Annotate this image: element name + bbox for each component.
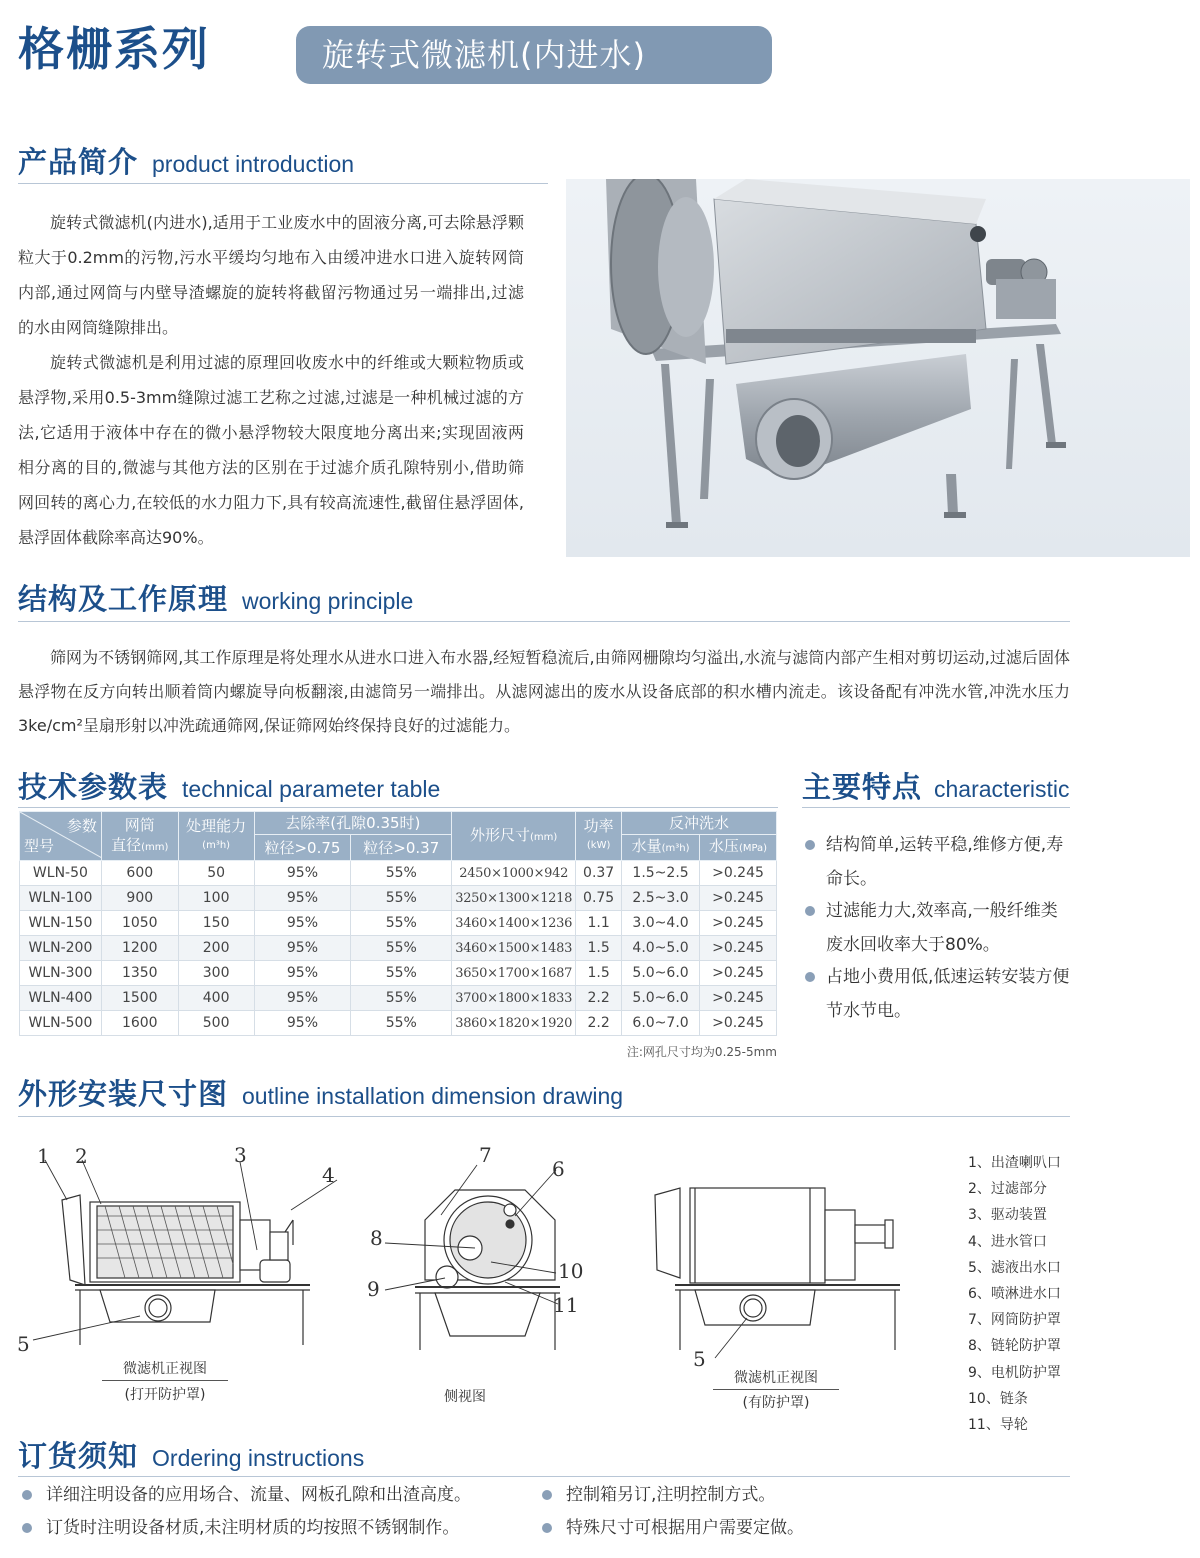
ordering-title-cn: 订货须知 bbox=[18, 1439, 139, 1473]
table-cell: 1500 bbox=[101, 986, 178, 1011]
features-heading bbox=[802, 765, 1070, 806]
header-model: 型号 bbox=[24, 837, 55, 855]
legend-item: 2、过滤部分 bbox=[968, 1181, 1047, 1198]
header-backwash: 反冲洗水 bbox=[622, 812, 777, 835]
legend-item: 10、链条 bbox=[968, 1390, 1028, 1407]
table-cell: >0.245 bbox=[700, 911, 777, 936]
table-cell: 95% bbox=[254, 1011, 351, 1036]
caption-underline bbox=[713, 1389, 839, 1390]
table-cell: >0.245 bbox=[700, 861, 777, 886]
front-view-open bbox=[33, 1160, 337, 1345]
feature-item-1: 结构简单,运转平稳,维修方便,寿命长。 bbox=[826, 828, 1072, 896]
table-cell: 55% bbox=[351, 861, 452, 886]
table-cell: 95% bbox=[254, 886, 351, 911]
feature-item-2: 过滤能力大,效率高,一般纤维类废水回收率大于80%。 bbox=[826, 894, 1072, 962]
table-cell: WLN-150 bbox=[20, 911, 102, 936]
principle-text: 筛网为不锈钢筛网,其工作原理是将处理水从进水口进入布水器,经短暂稳流后,由筛网栅隙均匀溢出,水流与滤筒内部产生相对剪切运动,过滤后固体悬浮物在反方向转出顺着筒内螺旋导向板翻滚,由滤筒另一端排出。从滤网滤出的废水从设备底部的积水槽内流走。该设备配有冲洗水管,冲洗水压力3ke/cm²呈扇形射以冲洗疏通筛网,保证筛网始终保持良好的过滤能力。 bbox=[18, 648, 1070, 735]
principle-title-en: working principle bbox=[242, 588, 414, 614]
params-rule bbox=[18, 807, 778, 808]
table-cell: 55% bbox=[351, 936, 452, 961]
table-row bbox=[20, 886, 777, 911]
table-cell: 3860×1820×1920 bbox=[452, 1011, 576, 1036]
drawing-legend bbox=[968, 1150, 1061, 1438]
callout-2: 2 bbox=[75, 1144, 88, 1168]
legend-item: 11、导轮 bbox=[968, 1417, 1028, 1434]
features-rule bbox=[802, 807, 1070, 808]
legend-item: 7、网筒防护罩 bbox=[968, 1312, 1061, 1329]
bullet-icon bbox=[542, 1490, 552, 1500]
table-cell: 95% bbox=[254, 861, 351, 886]
intro-heading bbox=[18, 140, 354, 181]
table-row bbox=[20, 961, 777, 986]
legend-item: 9、电机防护罩 bbox=[968, 1364, 1061, 1381]
table-cell: WLN-400 bbox=[20, 986, 102, 1011]
features-title-en: characteristic bbox=[934, 776, 1070, 802]
intro-paragraph-1: 旋转式微滤机(内进水),适用于工业废水中的固液分离,可去除悬浮颗粒大于0.2mm的污物,污水平缓均匀地布入由缓冲进水口进入旋转网筒内部,通过网筒与内壁导渣螺旋的旋转将截留污物通过另一端排出,过滤的水由网筒缝隙排出。 bbox=[18, 213, 524, 337]
table-cell: 600 bbox=[101, 861, 178, 886]
caption-front-closed-sub: (有防护罩) bbox=[742, 1395, 810, 1411]
header-size: 外形尺寸(mm) bbox=[452, 812, 576, 861]
table-cell: 5.0~6.0 bbox=[622, 986, 700, 1011]
table-cell: WLN-500 bbox=[20, 1011, 102, 1036]
table-cell: 4.0~5.0 bbox=[622, 936, 700, 961]
table-cell: 95% bbox=[254, 961, 351, 986]
bullet-icon bbox=[542, 1523, 552, 1533]
table-cell: 3460×1500×1483 bbox=[452, 936, 576, 961]
table-cell: WLN-100 bbox=[20, 886, 102, 911]
product-title-pill: 旋转式微滤机(内进水) bbox=[296, 26, 772, 84]
features-title-cn: 主要特点 bbox=[802, 770, 923, 804]
drawing-title-cn: 外形安装尺寸图 bbox=[18, 1077, 229, 1111]
table-cell: 200 bbox=[178, 936, 254, 961]
table-cell: 400 bbox=[178, 986, 254, 1011]
order-item-2: 订货时注明设备材质,未注明材质的均按照不锈钢制作。 bbox=[46, 1511, 526, 1545]
table-cell: 2.5~3.0 bbox=[622, 886, 700, 911]
header-particle-037: 粒径>0.37 bbox=[351, 835, 452, 861]
front-view-covered bbox=[655, 1188, 900, 1358]
intro-title-cn: 产品简介 bbox=[18, 145, 139, 179]
table-cell: 1050 bbox=[101, 911, 178, 936]
bullet-icon bbox=[805, 972, 815, 982]
bullet-icon bbox=[22, 1490, 32, 1500]
table-cell: WLN-200 bbox=[20, 936, 102, 961]
params-title-cn: 技术参数表 bbox=[18, 770, 169, 804]
table-cell: 95% bbox=[254, 936, 351, 961]
table-cell: 1.5 bbox=[576, 961, 622, 986]
ordering-title-en: Ordering instructions bbox=[152, 1445, 365, 1471]
callout-7: 7 bbox=[479, 1143, 492, 1167]
order-item-3: 控制箱另订,注明控制方式。 bbox=[566, 1478, 1046, 1512]
product-photo bbox=[566, 179, 1190, 557]
legend-item: 8、链轮防护罩 bbox=[968, 1338, 1061, 1355]
side-view bbox=[385, 1165, 560, 1350]
table-cell: 3460×1400×1236 bbox=[452, 911, 576, 936]
header-drum: 网筒 直径(mm) bbox=[101, 812, 178, 861]
bullet-icon bbox=[22, 1523, 32, 1533]
table-note: 注:网孔尺寸均为0.25-5mm bbox=[626, 1045, 777, 1059]
table-cell: 900 bbox=[101, 886, 178, 911]
table-cell: 3250×1300×1218 bbox=[452, 886, 576, 911]
table-cell: 0.75 bbox=[576, 886, 622, 911]
table-cell: WLN-50 bbox=[20, 861, 102, 886]
params-title-en: technical parameter table bbox=[182, 776, 441, 802]
table-cell: 1.5~2.5 bbox=[622, 861, 700, 886]
table-cell: 55% bbox=[351, 986, 452, 1011]
callout-5: 5 bbox=[17, 1332, 30, 1356]
table-cell: >0.245 bbox=[700, 936, 777, 961]
table-row bbox=[20, 911, 777, 936]
callout-9: 9 bbox=[367, 1277, 380, 1301]
table-cell: >0.245 bbox=[700, 986, 777, 1011]
table-cell: 95% bbox=[254, 911, 351, 936]
table-cell: 55% bbox=[351, 886, 452, 911]
intro-paragraph-2: 旋转式微滤机是利用过滤的原理回收废水中的纤维或大颗粒物质或悬浮物,采用0.5-3mm缝隙过滤工艺称之过滤,过滤是一种机械过滤的方法,它适用于液体中存在的微小悬浮物较大限度地分离出来;实现固液两相分离的目的,微滤与其他方法的区别在于过滤介质孔隙特别小,借助筛网回转的离心力,在较低的水力阻力下,具有较高流速性,截留住悬浮固体,悬浮固体截除率高达90%。 bbox=[18, 353, 524, 547]
table-row bbox=[20, 861, 777, 886]
caption-underline bbox=[102, 1380, 228, 1381]
table-cell: 2450×1000×942 bbox=[452, 861, 576, 886]
callout-3: 3 bbox=[234, 1143, 247, 1167]
table-row bbox=[20, 1011, 777, 1036]
table-cell: 100 bbox=[178, 886, 254, 911]
intro-rule bbox=[18, 183, 548, 184]
order-item-1: 详细注明设备的应用场合、流量、网板孔隙和出渣高度。 bbox=[46, 1478, 526, 1512]
callout-1: 1 bbox=[37, 1144, 50, 1168]
caption-front-closed: 微滤机正视图 bbox=[734, 1370, 818, 1386]
legend-item: 5、滤液出水口 bbox=[968, 1259, 1061, 1276]
table-cell: 55% bbox=[351, 1011, 452, 1036]
ordering-rule bbox=[18, 1476, 1070, 1477]
table-cell: 1600 bbox=[101, 1011, 178, 1036]
intro-title-en: product introduction bbox=[152, 151, 355, 177]
series-title: 格栅系列 bbox=[18, 22, 210, 76]
legend-item: 6、喷淋进水口 bbox=[968, 1286, 1061, 1303]
callout-10: 10 bbox=[558, 1259, 584, 1283]
table-cell: 6.0~7.0 bbox=[622, 1011, 700, 1036]
order-item-4: 特殊尺寸可根据用户需要定做。 bbox=[566, 1511, 1046, 1545]
table-cell: 50 bbox=[178, 861, 254, 886]
legend-item: 3、驱动装置 bbox=[968, 1207, 1047, 1224]
params-heading bbox=[18, 765, 440, 806]
header-capacity: 处理能力 (m³h) bbox=[178, 812, 254, 861]
feature-item-3: 占地小费用低,低速运转安装方便节水节电。 bbox=[826, 960, 1072, 1028]
caption-front-open-sub: (打开防护罩) bbox=[124, 1387, 206, 1403]
drawing-rule bbox=[18, 1116, 1070, 1117]
legend-item: 1、出渣喇叭口 bbox=[968, 1155, 1061, 1171]
table-cell: 3700×1800×1833 bbox=[452, 986, 576, 1011]
table-cell: >0.245 bbox=[700, 886, 777, 911]
bullet-icon bbox=[805, 840, 815, 850]
drawing-heading bbox=[18, 1072, 623, 1113]
table-cell: >0.245 bbox=[700, 1011, 777, 1036]
header-pressure: 水压(MPa) bbox=[700, 835, 777, 861]
table-cell: 3.0~4.0 bbox=[622, 911, 700, 936]
callout-4: 4 bbox=[322, 1163, 335, 1187]
callout-5b: 5 bbox=[693, 1347, 706, 1371]
table-cell: 150 bbox=[178, 911, 254, 936]
callout-6: 6 bbox=[552, 1157, 565, 1181]
table-cell: 95% bbox=[254, 986, 351, 1011]
header-removal: 去除率(孔隙0.35时) bbox=[254, 812, 452, 835]
parameter-table bbox=[19, 811, 777, 1036]
drawing-title-en: outline installation dimension drawing bbox=[242, 1083, 624, 1109]
bullet-icon bbox=[805, 906, 815, 916]
principle-rule bbox=[18, 621, 1070, 622]
table-cell: 55% bbox=[351, 961, 452, 986]
table-row bbox=[20, 986, 777, 1011]
table-cell: 1350 bbox=[101, 961, 178, 986]
table-cell: 0.37 bbox=[576, 861, 622, 886]
table-cell: 2.2 bbox=[576, 1011, 622, 1036]
table-cell: 1.1 bbox=[576, 911, 622, 936]
header-particle-075: 粒径>0.75 bbox=[254, 835, 351, 861]
legend-item: 4、进水管口 bbox=[968, 1233, 1047, 1250]
table-cell: 1200 bbox=[101, 936, 178, 961]
table-cell: 3650×1700×1687 bbox=[452, 961, 576, 986]
callout-8: 8 bbox=[370, 1226, 383, 1250]
table-cell: 5.0~6.0 bbox=[622, 961, 700, 986]
header-flow: 水量(m³h) bbox=[622, 835, 700, 861]
table-row bbox=[20, 936, 777, 961]
table-cell: 1.5 bbox=[576, 936, 622, 961]
table-cell: 55% bbox=[351, 911, 452, 936]
header-param-model bbox=[20, 812, 102, 861]
caption-side: 侧视图 bbox=[444, 1389, 486, 1405]
table-cell: 500 bbox=[178, 1011, 254, 1036]
table-cell: >0.245 bbox=[700, 961, 777, 986]
callout-11: 11 bbox=[553, 1293, 579, 1317]
header-param: 参数 bbox=[66, 817, 97, 835]
principle-heading bbox=[18, 577, 413, 618]
header-power: 功率 (kW) bbox=[576, 812, 622, 861]
table-cell: 300 bbox=[178, 961, 254, 986]
principle-title-cn: 结构及工作原理 bbox=[18, 582, 229, 616]
ordering-heading bbox=[18, 1434, 364, 1475]
table-cell: 2.2 bbox=[576, 986, 622, 1011]
table-cell: WLN-300 bbox=[20, 961, 102, 986]
caption-front-open: 微滤机正视图 bbox=[123, 1361, 207, 1377]
